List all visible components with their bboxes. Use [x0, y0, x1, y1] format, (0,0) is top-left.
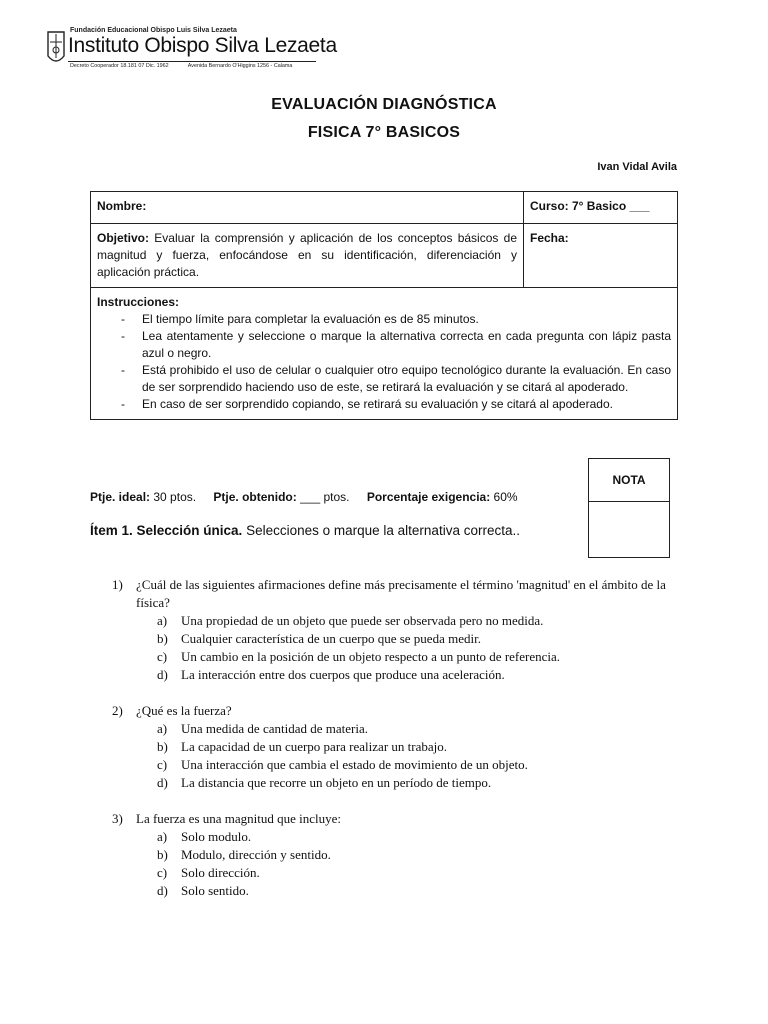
school-crest-icon — [46, 28, 66, 68]
objetivo-label: Objetivo: — [97, 231, 150, 245]
item-heading — [90, 523, 520, 538]
nota-field[interactable] — [589, 502, 669, 557]
option-a[interactable]: a) Una propiedad de un objeto que puede ser observada pero no medida. — [157, 613, 544, 628]
question-text: La fuerza es una magnitud que incluye: — [136, 811, 342, 826]
document-subtitle: FISICA 7° BASICOS — [307, 124, 461, 141]
school-address — [70, 63, 310, 69]
question-3 — [112, 810, 672, 900]
options-list — [112, 828, 672, 900]
option-a[interactable]: a) Una medida de cantidad de materia. — [157, 721, 368, 736]
address-text: Avenida Bernardo O'Higgins 1256 - Calama — [187, 63, 293, 69]
nombre-cell[interactable] — [91, 192, 524, 224]
option-d[interactable]: d) La interacción entre dos cuerpos que produce una aceleración. — [157, 667, 505, 682]
fecha-label: Fecha: — [530, 231, 569, 245]
option-b[interactable]: b) Modulo, dirección y sentido. — [157, 847, 331, 862]
exigencia-value: 60% — [493, 490, 518, 504]
item-instruction: Selecciones o marque la alternativa correcta.. — [246, 523, 520, 538]
obtenido-label: Ptje. obtenido: — [213, 490, 297, 504]
options-list — [112, 720, 672, 792]
nota-box — [588, 458, 670, 558]
fecha-cell[interactable] — [524, 224, 678, 288]
objetivo-text: Evaluar la comprensión y aplicación de los conceptos básicos de magnitud y fuerza, enfocándose en su identificación, diferenciación y aplicación práctica. — [97, 231, 517, 279]
questions-list — [112, 576, 672, 918]
curso-label: Curso: 7° Basico ___ — [530, 199, 650, 213]
options-list — [112, 612, 672, 684]
nombre-label: Nombre: — [97, 199, 147, 213]
header-divider — [68, 61, 316, 62]
option-c[interactable]: c) Solo dirección. — [157, 865, 260, 880]
student-info-table — [90, 191, 678, 420]
option-c[interactable]: c) Un cambio en la posición de un objeto respecto a un punto de referencia. — [157, 649, 561, 664]
school-header — [46, 26, 337, 72]
question-text: ¿Cuál de las siguientes afirmaciones define más precisamente el término 'magnitud' en el ámbito de la física? — [136, 577, 666, 610]
option-d[interactable]: d) La distancia que recorre un objeto en un período de tiempo. — [157, 775, 492, 790]
ideal-value: 30 ptos. — [153, 490, 197, 504]
instructions-list — [97, 311, 671, 413]
option-a[interactable]: a) Solo modulo. — [157, 829, 252, 844]
decree-text: Decreto Cooperador 18.181 07 Dic. 1962 — [70, 63, 169, 69]
question-number: 1) — [112, 577, 123, 592]
author-name: Ivan Vidal Avila — [597, 161, 677, 173]
instrucciones-label: Instrucciones: — [97, 295, 180, 309]
exigencia-label: Porcentaje exigencia: — [366, 490, 491, 504]
foundation-name: Fundación Educacional Obispo Luis Silva Lezaeta — [70, 27, 237, 34]
instruction-item: - El tiempo límite para completar la evaluación es de 85 minutos. — [97, 311, 671, 328]
question-text: ¿Qué es la fuerza? — [136, 703, 232, 718]
instruction-item: - En caso de ser sorprendido copiando, se retirará su evaluación y se citará al apoderado. — [97, 396, 671, 413]
obtenido-value: ___ ptos. — [300, 490, 350, 504]
option-b[interactable]: b) Cualquier característica de un cuerpo que se pueda medir. — [157, 631, 481, 646]
instruction-item: - Lea atentamente y seleccione o marque la alternativa correcta en cada pregunta con lápiz pasta azul o negro. — [97, 328, 671, 362]
ideal-label: Ptje. ideal: — [90, 490, 151, 504]
question-number: 3) — [112, 811, 123, 826]
item-label: Ítem 1. Selección única. — [90, 523, 243, 538]
question-number: 2) — [112, 703, 123, 718]
option-c[interactable]: c) Una interacción que cambia el estado de movimiento de un objeto. — [157, 757, 528, 772]
score-summary — [90, 490, 518, 504]
school-name: Instituto Obispo Silva Lezaeta — [68, 34, 337, 57]
question-1 — [112, 576, 672, 684]
instrucciones-cell — [91, 288, 678, 420]
curso-cell — [524, 192, 678, 224]
objetivo-cell — [91, 224, 524, 288]
question-2 — [112, 702, 672, 792]
nota-label: NOTA — [589, 459, 669, 502]
option-d[interactable]: d) Solo sentido. — [157, 883, 249, 898]
option-b[interactable]: b) La capacidad de un cuerpo para realizar un trabajo. — [157, 739, 447, 754]
instruction-item: - Está prohibido el uso de celular o cualquier otro equipo tecnológico durante la evaluación. En caso de ser sorprendido haciendo uso de este, se retirará la evaluación y se citará al apoderado. — [97, 362, 671, 396]
document-title: EVALUACIÓN DIAGNÓSTICA — [271, 96, 497, 113]
